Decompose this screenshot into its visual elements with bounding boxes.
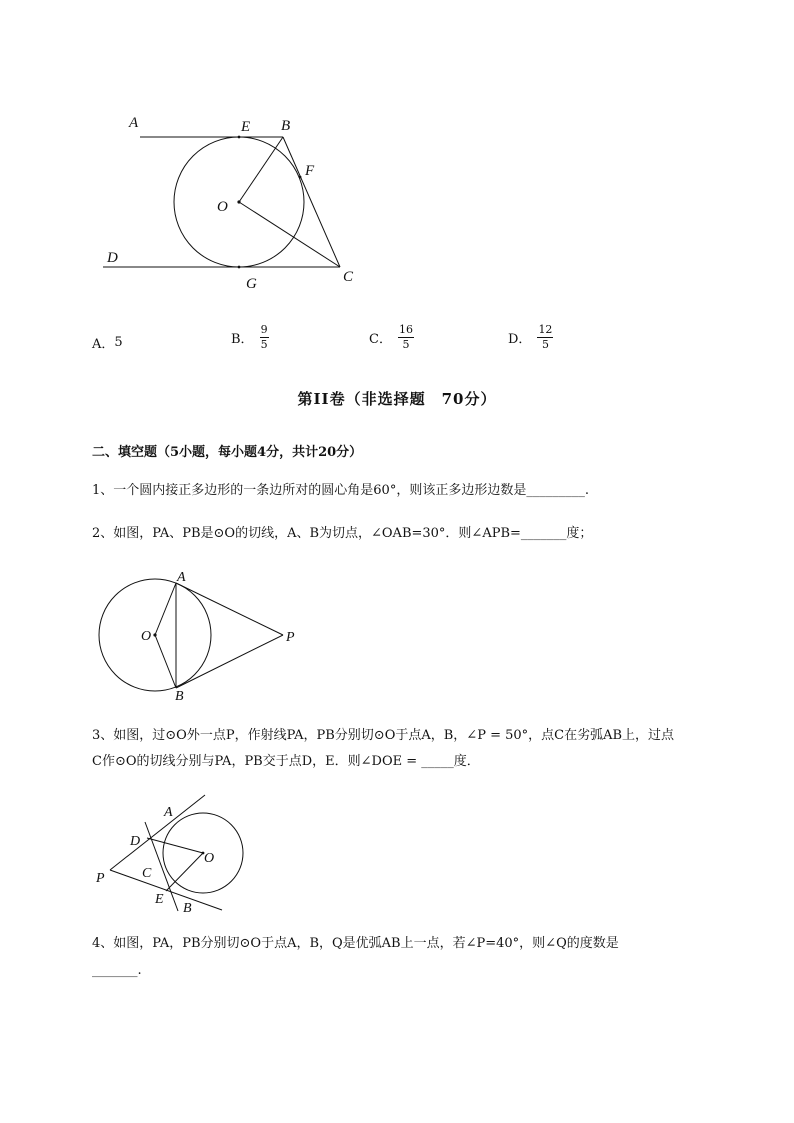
point-g: [238, 266, 241, 269]
question-3-line-1: 3、如图，过⊙O外一点P，作射线PA，PB分别切⊙O于点A，B，∠P = 50°，点C在劣弧AB上，过点: [92, 728, 675, 743]
option-b-letter: B．: [231, 332, 254, 347]
point-o: [153, 633, 156, 636]
option-c-denominator: 5: [402, 338, 410, 351]
option-a: [92, 333, 123, 352]
question-1: 1、一个圆内接正多边形的一条边所对的圆心角是60°，则该正多边形边数是_________.: [92, 483, 589, 498]
line-oa: [155, 583, 176, 635]
question-4: 4、如图，PA，PB分别切⊙O于点A，B，Q是优弧AB上一点，若∠P=40°，则∠Q的度数是: [92, 936, 619, 951]
line-ob: [155, 635, 176, 688]
option-d-denominator: 5: [541, 338, 549, 351]
option-a-letter: A．: [92, 337, 115, 352]
line-pb: [176, 635, 283, 688]
label-a: A: [177, 570, 186, 585]
option-d: [508, 324, 553, 351]
line-ob: [239, 137, 283, 202]
option-a-value: 5: [114, 335, 123, 350]
figure-2: [95, 565, 305, 705]
point-f: [299, 176, 302, 179]
option-b-numerator: 9: [260, 323, 268, 336]
label-a: A: [164, 805, 173, 820]
ray-pb: [110, 870, 222, 910]
section-heading: 二、填空题（5小题，每小题4分，共计20分）: [92, 445, 363, 460]
label-p: P: [96, 871, 105, 886]
label-b: B: [183, 901, 192, 915]
option-c-fraction: [398, 324, 414, 351]
option-d-fraction: [537, 324, 553, 351]
question-2: 2、如图，PA、PB是⊙O的切线，A、B为切点，∠OAB=30°．则∠APB=_______度；: [92, 526, 593, 541]
label-e: E: [241, 119, 251, 135]
label-f: F: [305, 163, 315, 179]
option-c-letter: C．: [369, 332, 392, 347]
option-c-numerator: 16: [398, 323, 413, 336]
label-g: G: [246, 276, 257, 292]
label-c: C: [142, 866, 152, 881]
option-b-fraction: [260, 324, 269, 351]
point-o: [237, 200, 240, 203]
label-o: O: [204, 851, 215, 866]
label-d: D: [130, 834, 141, 849]
label-o: O: [141, 629, 152, 644]
label-c: C: [343, 269, 354, 285]
line-oe: [166, 853, 203, 891]
label-d: D: [107, 250, 118, 266]
line-pa: [176, 583, 283, 635]
section-title: 第II卷（非选择题 70分）: [297, 390, 497, 408]
label-b: B: [175, 689, 184, 704]
option-b-denominator: 5: [260, 338, 268, 351]
point-e: [238, 136, 241, 139]
line-bc: [283, 137, 340, 267]
label-o: O: [217, 199, 228, 215]
option-c: [369, 324, 414, 351]
ray-pa: [110, 795, 205, 870]
label-e: E: [155, 892, 164, 907]
figure-1: [90, 105, 380, 305]
option-b: [231, 324, 269, 351]
label-a: A: [129, 115, 139, 131]
label-b: B: [281, 118, 291, 134]
option-d-letter: D．: [508, 332, 532, 347]
question-3-line-2: C作⊙O的切线分别与PA，PB交于点D，E．则∠DOE = _____度．: [92, 754, 480, 769]
option-d-numerator: 12: [538, 323, 553, 336]
label-p: P: [286, 630, 295, 645]
question-4-line-2: _______.: [92, 963, 142, 978]
line-oc: [239, 202, 340, 267]
figure-3: [90, 790, 250, 915]
